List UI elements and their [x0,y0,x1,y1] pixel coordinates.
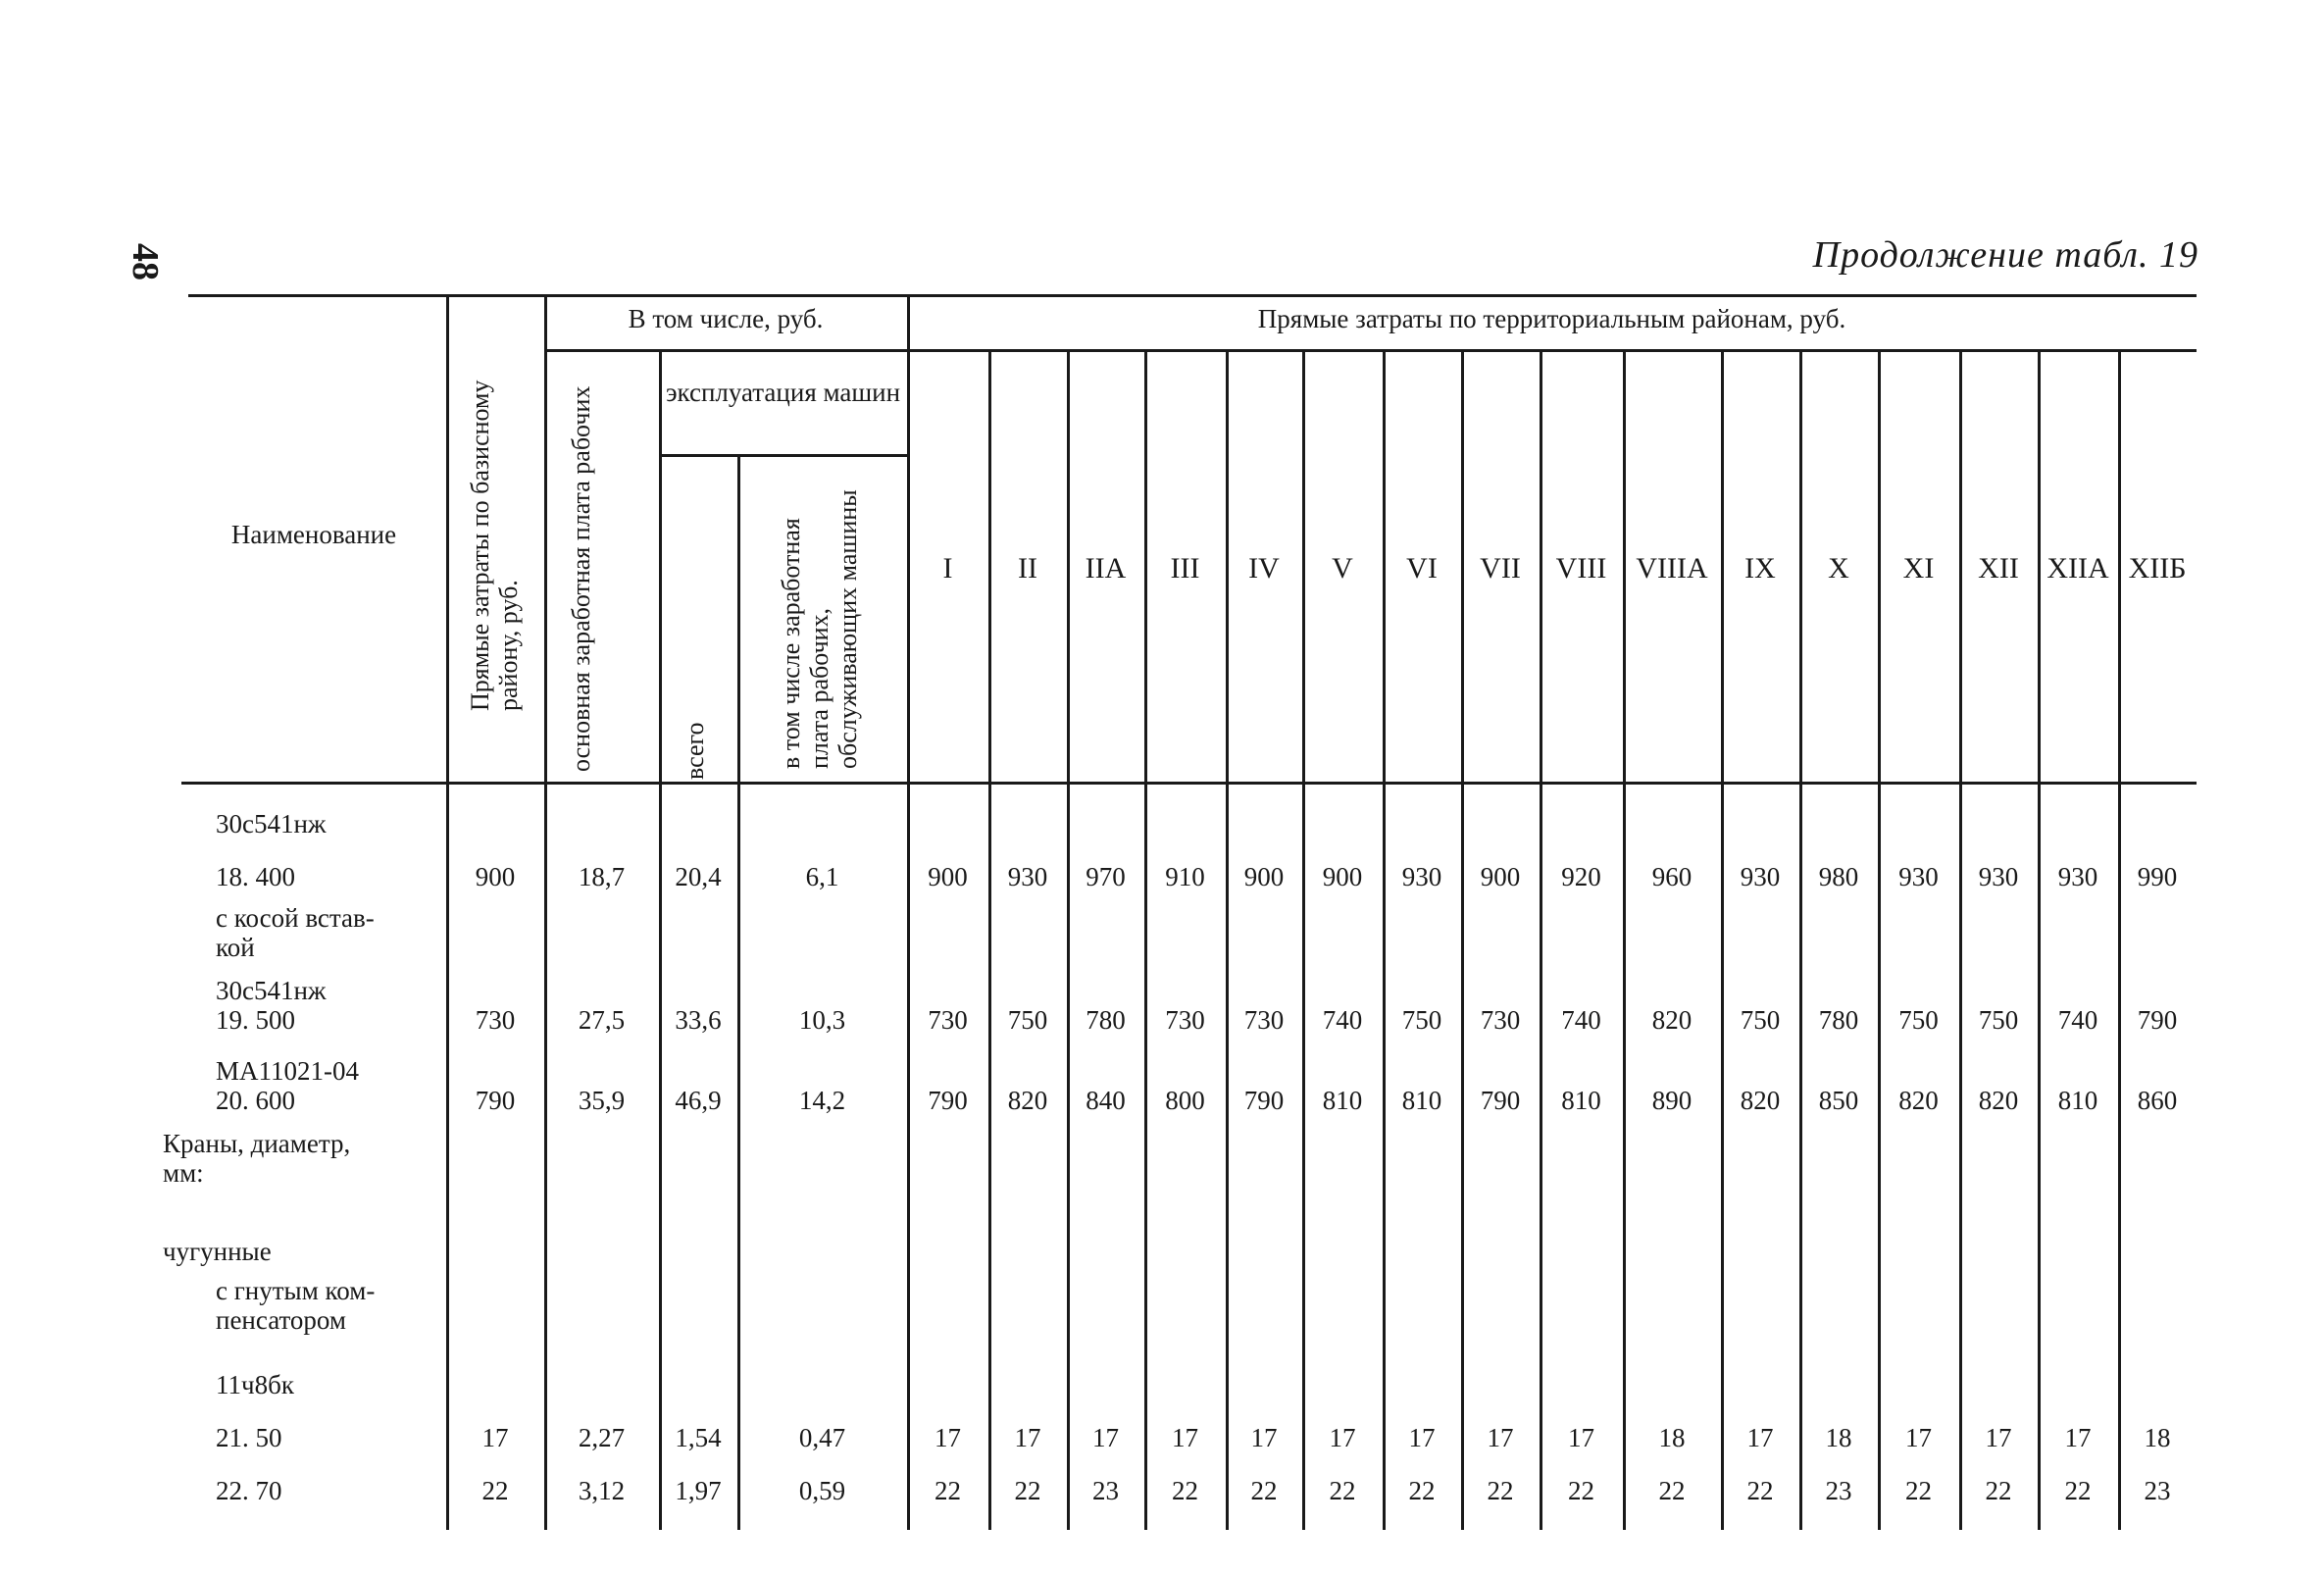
page-number: 48 [125,243,166,280]
table-cell: 750 [1401,1005,1442,1035]
column-divider [737,454,740,1530]
table-cell: 730 [1480,1005,1521,1035]
table-cell: 810 [1322,1086,1363,1115]
table-cell: 900 [1480,862,1521,891]
table-cell: 920 [1561,862,1601,891]
table-cell: 960 [1651,862,1692,891]
table-cell: 35,9 [578,1086,626,1115]
header-region-III: III [1170,552,1200,584]
table-cell: 810 [1401,1086,1442,1115]
table-cell: 730 [1243,1005,1285,1035]
table-cell: 17 [1905,1423,1932,1452]
table-cell: 970 [1086,862,1126,891]
table-cell: 23 [2144,1476,2171,1505]
table-cell: 790 [1243,1086,1285,1115]
row-name: с гнутым ком- пенсатором [216,1276,376,1335]
table-cell: 730 [475,1005,516,1035]
table-cell: 820 [1651,1005,1692,1035]
header-regions-title: Прямые затраты по территориальным районам, руб. [1257,304,1846,333]
table-cell: 790 [475,1086,516,1115]
table-cell: 22 [481,1476,509,1505]
table-cell: 750 [1007,1005,1048,1035]
column-divider [1540,349,1542,1530]
table-cell: 930 [1978,862,2019,891]
table-cell: 1,54 [675,1423,722,1452]
column-divider [1067,349,1070,1530]
subheader-rule-regions [907,349,2197,352]
table-cell: 820 [1978,1086,2019,1115]
header-machine-operation: эксплуатация машин [665,378,901,407]
row-name: 11ч8бк [216,1370,294,1399]
column-divider [1226,349,1229,1530]
table-cell: 17 [1014,1423,1041,1452]
row-name: 30с541нж [216,809,327,838]
header-region-VI: VI [1406,552,1438,584]
table-cell: 23 [1825,1476,1852,1505]
row-name: 30с541нж 19. 500 [216,976,327,1035]
column-divider [1144,349,1147,1530]
column-divider [1461,349,1464,1530]
column-divider [907,294,910,1530]
header-region-XIIБ: XIIБ [2128,552,2187,584]
row-name: 22. 70 [216,1476,282,1505]
table-cell: 730 [1165,1005,1205,1035]
table-caption: Продолжение табл. 19 [1812,234,2198,276]
header-region-XIIA: XIIA [2046,552,2109,584]
header-name: Наименование [230,520,397,549]
header-region-II: II [1018,552,1037,584]
table-cell: 740 [1322,1005,1363,1035]
header-region-IX: IX [1744,552,1776,584]
table-cell: 22 [1658,1476,1686,1505]
table-top-rule [188,294,2197,297]
table-cell: 730 [928,1005,968,1035]
table-cell: 22 [2064,1476,2092,1505]
table-cell: 750 [1740,1005,1781,1035]
row-name: Краны, диаметр, мм: [163,1129,351,1188]
header-region-IIA: IIA [1085,552,1127,584]
column-divider [544,294,547,1530]
table-cell: 900 [1243,862,1285,891]
table-cell: 17 [1172,1423,1198,1452]
table-cell: 46,9 [675,1086,722,1115]
table-cell: 17 [1408,1423,1436,1452]
table-cell: 930 [1740,862,1781,891]
header-region-XII: XII [1978,552,2019,584]
table-cell: 790 [2137,1005,2178,1035]
table-cell: 930 [1401,862,1442,891]
table-cell: 22 [1568,1476,1594,1505]
header-including: В том числе, руб. [628,304,824,333]
table-cell: 790 [928,1086,968,1115]
table-cell: 22 [1905,1476,1932,1505]
table-cell: 6,1 [805,862,839,891]
table-cell: 17 [1487,1423,1514,1452]
table-cell: 860 [2137,1086,2178,1115]
header-region-V: V [1332,552,1353,584]
table-cell: 750 [1898,1005,1939,1035]
table-cell: 18 [1825,1423,1852,1452]
table-cell: 740 [2057,1005,2098,1035]
table-cell: 2,27 [578,1423,626,1452]
table-cell: 14,2 [798,1086,846,1115]
column-divider [446,294,449,1530]
table-cell: 790 [1480,1086,1521,1115]
table-cell: 890 [1651,1086,1692,1115]
column-divider [1878,349,1881,1530]
header-machine-total: всего [681,722,709,780]
table-cell: 800 [1165,1086,1205,1115]
table-cell: 810 [1561,1086,1601,1115]
table-cell: 17 [1985,1423,2012,1452]
header-basic-wage: основная заработная плата рабочих [567,385,595,772]
table-cell: 33,6 [675,1005,722,1035]
row-name: чугунные [163,1237,272,1266]
table-cell: 0,47 [798,1423,846,1452]
table-cell: 900 [928,862,968,891]
table-cell: 1,97 [675,1476,722,1505]
table-cell: 780 [1086,1005,1126,1035]
table-cell: 22 [1408,1476,1436,1505]
table-cell: 930 [1898,862,1939,891]
table-cell: 910 [1165,862,1205,891]
header-region-X: X [1828,552,1849,584]
table-cell: 17 [1329,1423,1356,1452]
column-divider [1959,349,1962,1530]
table-cell: 22 [1487,1476,1514,1505]
table-cell: 17 [481,1423,509,1452]
column-divider [2118,349,2121,1530]
column-divider [659,349,662,1530]
header-region-I: I [942,552,953,584]
table-cell: 930 [2057,862,2098,891]
column-divider [1799,349,1802,1530]
table-cell: 17 [1746,1423,1774,1452]
column-divider [988,349,991,1530]
table-cell: 780 [1818,1005,1859,1035]
table-cell: 20,4 [675,862,722,891]
table-cell: 17 [1092,1423,1119,1452]
table-cell: 900 [475,862,516,891]
table-cell: 22 [1014,1476,1041,1505]
table-cell: 22 [1172,1476,1198,1505]
column-divider [1383,349,1386,1530]
table-cell: 22 [1985,1476,2012,1505]
table-cell: 22 [1329,1476,1356,1505]
row-name: 21. 50 [216,1423,282,1452]
column-divider [1721,349,1724,1530]
table-cell: 22 [1746,1476,1774,1505]
header-region-VII: VII [1480,552,1521,584]
header-machine-wage: в том числе заработная плата рабочих, обслуживающих машины [777,489,862,769]
table-cell: 930 [1007,862,1048,891]
column-divider [2038,349,2041,1530]
table-cell: 23 [1092,1476,1119,1505]
table-cell: 820 [1740,1086,1781,1115]
table-cell: 980 [1818,862,1859,891]
table-cell: 17 [935,1423,961,1452]
table-cell: 990 [2137,862,2178,891]
table-cell: 750 [1978,1005,2019,1035]
column-divider [1302,349,1305,1530]
table-cell: 810 [2057,1086,2098,1115]
table-cell: 820 [1898,1086,1939,1115]
row-name: 18. 400 [216,862,295,891]
table-cell: 17 [2064,1423,2092,1452]
table-cell: 850 [1818,1086,1859,1115]
header-region-XI: XI [1902,552,1935,584]
header-base-cost: Прямые затраты по базисному району, руб. [466,380,523,711]
header-region-IV: IV [1248,552,1280,584]
table-cell: 22 [1250,1476,1278,1505]
row-name: с косой встав- кой [216,903,375,962]
header-region-VIIIA: VIIIA [1636,552,1708,584]
table-cell: 3,12 [578,1476,626,1505]
table-cell: 18 [2144,1423,2171,1452]
subheader-rule-expl [659,454,907,457]
header-region-VIII: VIII [1555,552,1607,584]
row-name: МА11021-04 20. 600 [216,1056,359,1115]
table-cell: 820 [1007,1086,1048,1115]
table-cell: 740 [1561,1005,1601,1035]
table-cell: 22 [935,1476,961,1505]
table-cell: 17 [1568,1423,1594,1452]
table-cell: 10,3 [798,1005,846,1035]
table-cell: 18 [1658,1423,1686,1452]
table-cell: 17 [1250,1423,1278,1452]
table-cell: 900 [1322,862,1363,891]
header-bottom-rule [181,782,2197,785]
table-cell: 840 [1086,1086,1126,1115]
column-divider [1623,349,1626,1530]
table-cell: 18,7 [578,862,626,891]
subheader-rule-incl [544,349,907,352]
table-cell: 27,5 [578,1005,626,1035]
table-cell: 0,59 [798,1476,846,1505]
